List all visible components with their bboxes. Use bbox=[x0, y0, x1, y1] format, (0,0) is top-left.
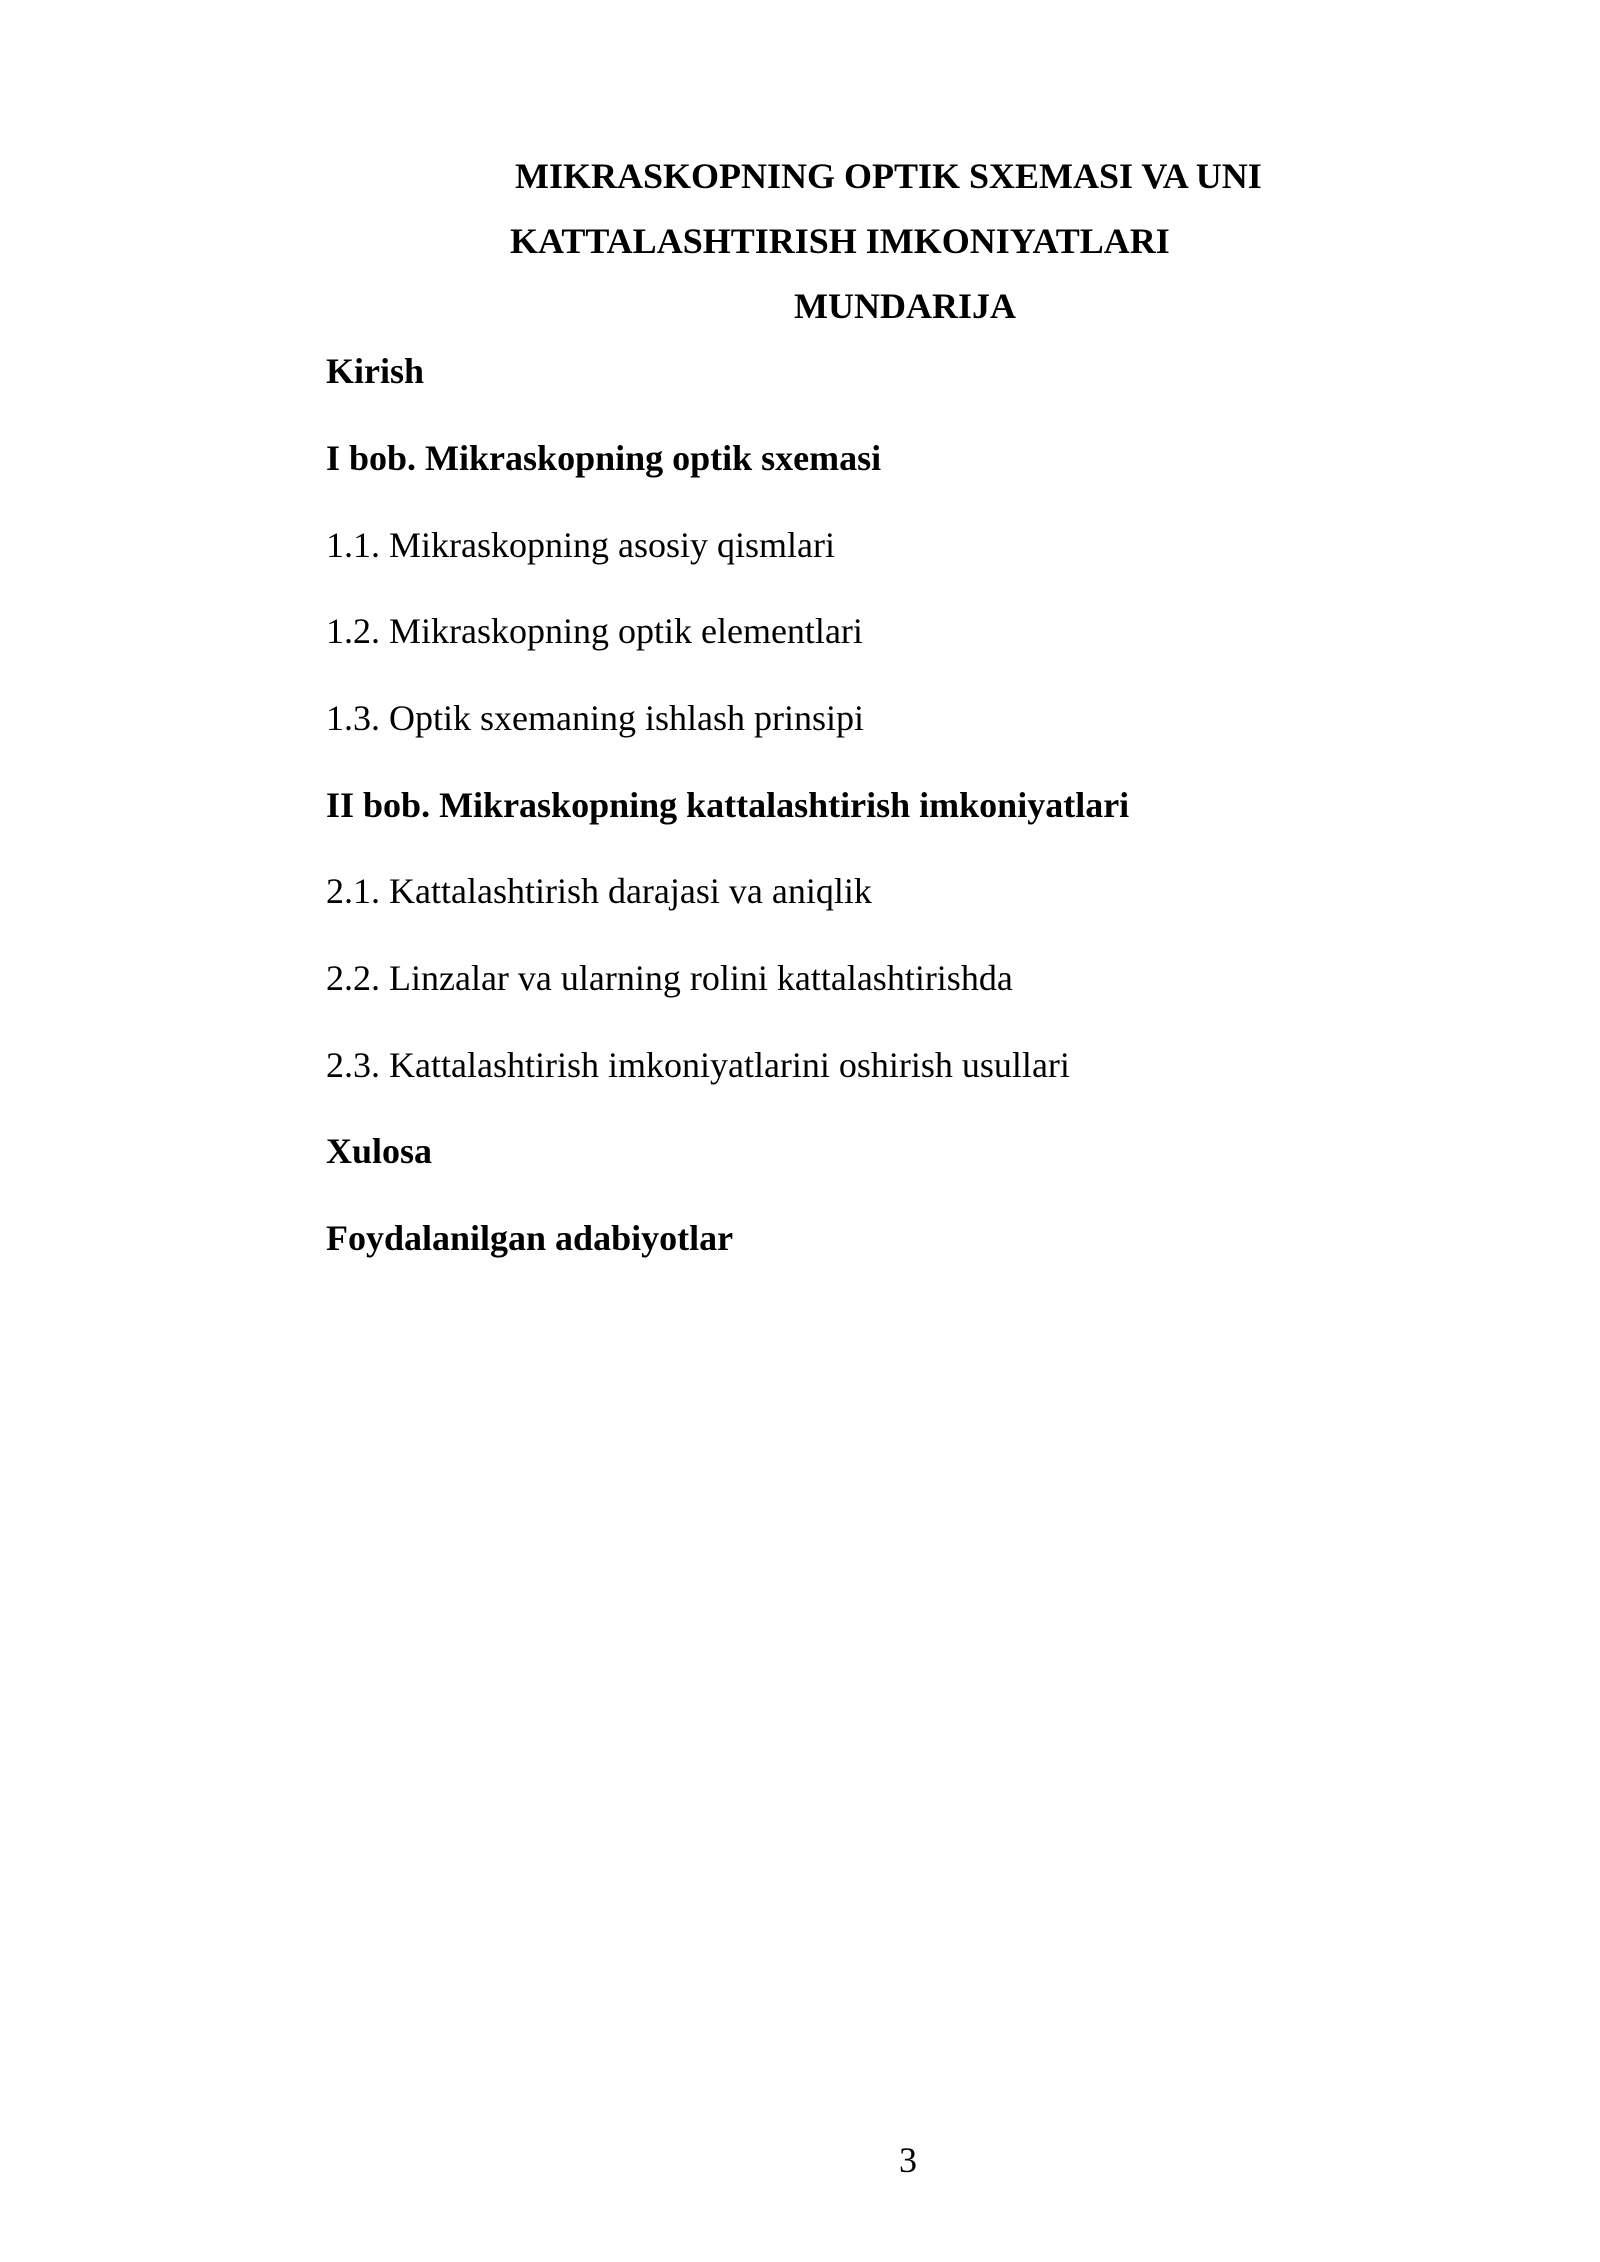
toc-entry-2-1: 2.1. Kattalashtirish darajasi va aniqlik bbox=[326, 871, 872, 911]
toc-entry-1-3: 1.3. Optik sxemaning ishlash prinsipi bbox=[326, 698, 864, 738]
toc-entry-1-1: 1.1. Mikraskopning asosiy qismlari bbox=[326, 525, 835, 565]
toc-entry-2-2: 2.2. Linzalar va ularning rolini kattalashtirishda bbox=[326, 958, 1013, 998]
toc-entry-1-2: 1.2. Mikraskopning optik elementlari bbox=[326, 611, 863, 651]
toc-entry-2-3: 2.3. Kattalashtirish imkoniyatlarini oshirish usullari bbox=[326, 1045, 1070, 1085]
document-title-line-2: KATTALASHTIRISH IMKONIYATLARI bbox=[510, 221, 1170, 261]
page-number: 3 bbox=[899, 2140, 917, 2180]
toc-entry-chapter-2: II bob. Mikraskopning kattalashtirish imkoniyatlari bbox=[326, 785, 1130, 825]
toc-entry-xulosa: Xulosa bbox=[326, 1131, 433, 1171]
toc-entry-kirish: Kirish bbox=[326, 351, 425, 391]
document-title-line-1: MIKRASKOPNING OPTIK SXEMASI VA UNI bbox=[515, 156, 1262, 196]
toc-entry-chapter-1: I bob. Mikraskopning optik sxemasi bbox=[326, 438, 882, 478]
toc-heading: MUNDARIJA bbox=[794, 286, 1016, 326]
toc-entry-adabiyotlar: Foydalanilgan adabiyotlar bbox=[326, 1218, 734, 1258]
